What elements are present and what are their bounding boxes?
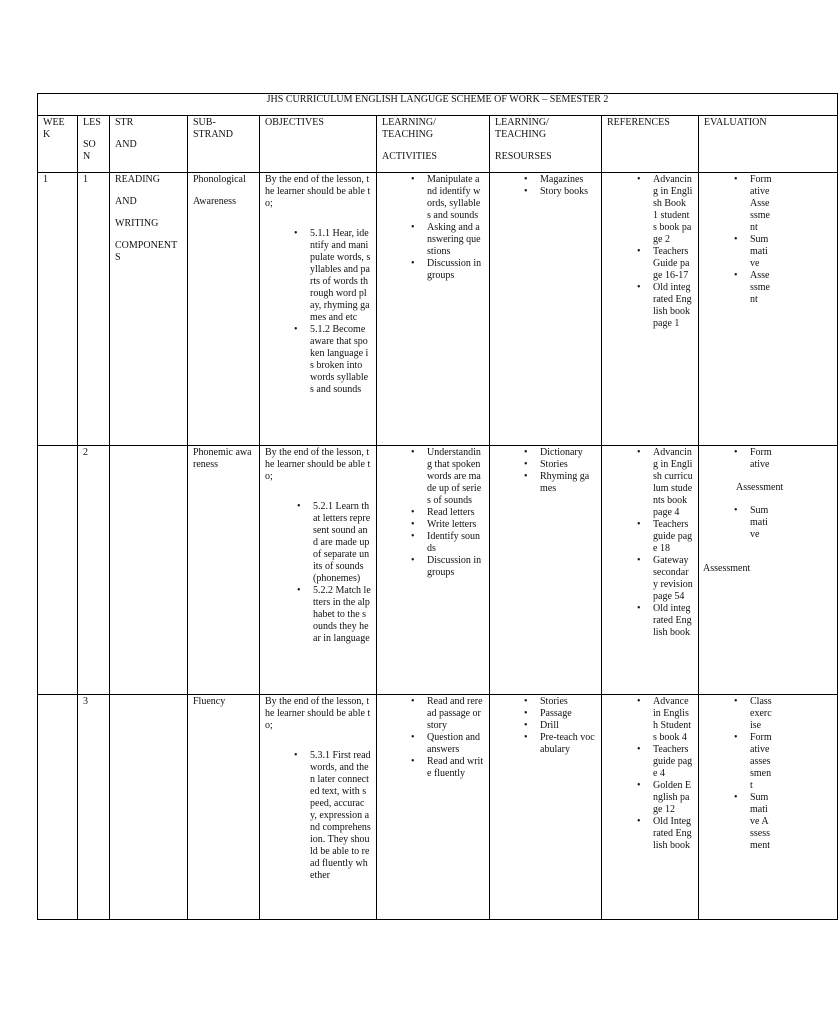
list-item: • Asking and answering questions <box>427 222 484 258</box>
list-item: • Golden English page 12 <box>653 780 693 816</box>
objectives-cell: By the end of the lesson, the learner should be able to; • 5.3.1 First read words, and then later connected text, with speed, accuracy, expression and comprehension. They should be able to read fluently whether <box>260 695 377 920</box>
list-item: • Formative assessment <box>750 732 772 792</box>
list-item: • Class exercise <box>750 696 772 732</box>
references-cell <box>602 695 699 920</box>
list-item: • Write letters <box>427 519 484 531</box>
scheme-of-work-page <box>37 93 784 920</box>
list-item: • Discussion in groups <box>427 258 484 282</box>
table-row <box>38 695 838 920</box>
list-item: • Old integrated English book <box>653 603 693 639</box>
list-item: • Old Integrated English book <box>653 816 693 852</box>
list-item: • Manipulate and identify words, syllables and sounds <box>427 174 484 222</box>
week-cell <box>38 695 78 920</box>
list-item: • Assessment <box>750 270 772 306</box>
activities-cell <box>377 446 490 695</box>
lesson-cell: 1 <box>78 173 110 446</box>
lesson-cell: 2 <box>78 446 110 695</box>
list-item: • Story books <box>540 186 596 198</box>
references-cell <box>602 446 699 695</box>
list-item: • Question and answers <box>427 732 484 756</box>
list-item: • Teachers guide page 4 <box>653 744 693 780</box>
list-item: • Identify sounds <box>427 531 484 555</box>
header-resources: LEARNING/ TEACHING RESOURSES <box>490 116 602 173</box>
strand-cell <box>110 446 188 695</box>
table-row <box>38 446 838 695</box>
header-activities: LEARNING/ TEACHING ACTIVITIES <box>377 116 490 173</box>
references-cell <box>602 173 699 446</box>
list-item: • 5.2.2 Match letters in the alphabet to the sounds they hear in language <box>313 585 371 645</box>
evaluation-cell <box>699 173 838 446</box>
header-lesson: LES SO N <box>78 116 110 173</box>
list-item: • Magazines <box>540 174 596 186</box>
list-item: • 5.1.1 Hear, identify and manipulate words, syllables and parts of words through word play, rhyming games and etc <box>310 228 371 324</box>
list-item: • Advance in English Students book 4 <box>653 696 693 744</box>
header-row <box>38 116 838 173</box>
list-item: • Drill <box>540 720 596 732</box>
title-row <box>38 94 838 116</box>
activities-cell <box>377 173 490 446</box>
objectives-cell: By the end of the lesson, the learner should be able to; • 5.2.1 Learn that letters represent sound and are made up of separate units of sounds (phonemes) • 5.2.2 Match letters in the alphabet to the sounds they hear in language <box>260 446 377 695</box>
substrand-cell: Phonemic awareness <box>188 446 260 695</box>
week-cell: 1 <box>38 173 78 446</box>
table-title: JHS CURRICULUM ENGLISH LANGUGE SCHEME OF WORK – SEMESTER 2 <box>38 94 838 116</box>
list-item: • Old integrated English book page 1 <box>653 282 693 330</box>
list-item: • Rhyming games <box>540 471 596 495</box>
resources-cell <box>490 446 602 695</box>
list-item: • Understanding that spoken words are made up of series of sounds <box>427 447 484 507</box>
list-item: • Teachers Guide page 16-17 <box>653 246 693 282</box>
list-item: • Formative Assessment <box>750 174 772 234</box>
list-item: • Read and write fluently <box>427 756 484 780</box>
resources-cell <box>490 173 602 446</box>
list-item: • Summative <box>750 234 772 270</box>
substrand-cell: Fluency <box>188 695 260 920</box>
list-item: • Formative <box>750 447 772 471</box>
list-item: • Advancing in English curriculum students book page 4 <box>653 447 693 519</box>
activities-cell <box>377 695 490 920</box>
scheme-of-work-table <box>37 93 838 920</box>
strand-cell: READING AND WRITING COMPONENT S <box>110 173 188 446</box>
header-strand: STR AND <box>110 116 188 173</box>
list-item: • Gateway secondary revision page 54 <box>653 555 693 603</box>
header-references: REFERENCES <box>602 116 699 173</box>
list-item: • Advancing in English Book 1 students book page 2 <box>653 174 693 246</box>
list-item: • 5.3.1 First read words, and then later connected text, with speed, accuracy, expression and comprehension. They should be able to read fluently whether <box>310 750 371 882</box>
strand-cell <box>110 695 188 920</box>
list-item: • Passage <box>540 708 596 720</box>
list-item: • Read and reread passage or story <box>427 696 484 732</box>
list-item: • Teachers guide page 18 <box>653 519 693 555</box>
list-item: • Dictionary <box>540 447 596 459</box>
week-cell <box>38 446 78 695</box>
list-item: • 5.2.1 Learn that letters represent sound and are made up of separate units of sounds (phonemes) <box>313 501 371 585</box>
lesson-cell: 3 <box>78 695 110 920</box>
list-item: • Summative Assessment <box>750 792 772 852</box>
header-substrand: SUB- STRAND <box>188 116 260 173</box>
resources-cell <box>490 695 602 920</box>
header-objectives: OBJECTIVES <box>260 116 377 173</box>
list-item: • Stories <box>540 459 596 471</box>
list-item: • Read letters <box>427 507 484 519</box>
list-item: • Summative <box>750 505 772 541</box>
list-item: • Pre-teach vocabulary <box>540 732 596 756</box>
evaluation-cell: • Formative Assessment • Summative Assessment <box>699 446 838 695</box>
objectives-cell: By the end of the lesson, the learner should be able to; • 5.1.1 Hear, identify and manipulate words, syllables and parts of words through word play, rhyming games and etc • 5.1.2 Become aware that spoken language is broken into words syllables and sounds <box>260 173 377 446</box>
header-evaluation: EVALUATION <box>699 116 838 173</box>
substrand-cell: Phonological Awareness <box>188 173 260 446</box>
table-row <box>38 173 838 446</box>
list-item: • Discussion in groups <box>427 555 484 579</box>
list-item: • 5.1.2 Become aware that spoken language is broken into words syllables and sounds <box>310 324 371 396</box>
list-item: • Stories <box>540 696 596 708</box>
evaluation-cell <box>699 695 838 920</box>
header-week: WEE K <box>38 116 78 173</box>
